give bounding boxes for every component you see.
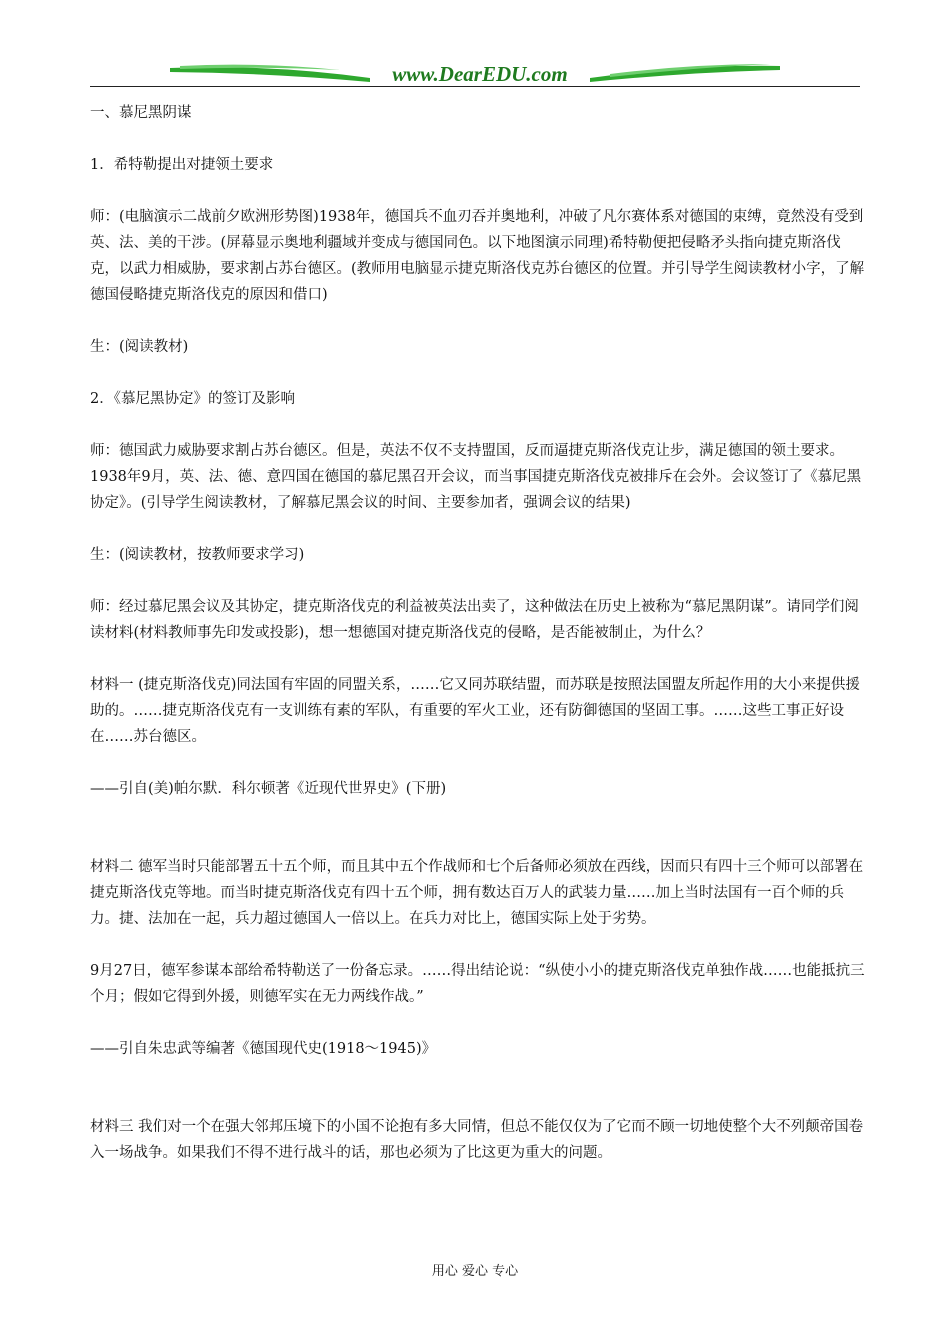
- green-swoosh-logo: [90, 56, 860, 90]
- section-heading: 一、慕尼黑阴谋: [90, 105, 192, 121]
- site-header-logo: [90, 56, 860, 90]
- paragraph-teacher-3: 师：经过慕尼黑会议及其协定，捷克斯洛伐克的利益被英法出卖了，这种做法在历史上被称为“慕尼黑阴谋”。请同学们阅读材料(材料教师事先印发或投影)，想一想德国对捷克斯洛伐克的侵略，是否能被制止，为什么？: [90, 599, 859, 641]
- page-footer: 用心 爱心 专心: [431, 1264, 519, 1279]
- material-two: 材料二 德军当时只能部署五十五个师，而且其中五个作战师和七个后备师必须放在西线，因而只有四十三个师可以部署在捷克斯洛伐克等地。而当时捷克斯洛伐克有四十五个师，拥有数达百万人的武装力量……加上当时法国有一百个师的兵力。捷、法加在一起，兵力超过德国人一倍以上。在兵力对比上，德国实际上处于劣势。: [90, 859, 864, 927]
- material-one: 材料一 (捷克斯洛伐克)同法国有牢固的同盟关系，……它又同苏联结盟，而苏联是按照法国盟友所起作用的大小来提供援助的。……捷克斯洛伐克有一支训练有素的军队，有重要的军火工业，还有防御德国的坚固工事。……这些工事正好设在……苏台德区。: [90, 677, 860, 745]
- paragraph-student-1: 生：(阅读教材): [90, 339, 189, 355]
- paragraph-teacher-1: 师：(电脑演示二战前夕欧洲形势图)1938年，德国兵不血刃吞并奥地利，冲破了凡尔赛体系对德国的束缚，竟然没有受到英、法、美的干涉。(屏幕显示奥地利疆域并变成与德国同色。以下地图演示同理)希特勒便把侵略矛头指向捷克斯洛伐克，以武力相威胁，要求割占苏台德区。(教师用电脑显示捷克斯洛伐克苏台德区的位置。并引导学生阅读教材小字，了解德国侵略捷克斯洛伐克的原因和借口): [90, 209, 865, 303]
- header-divider: [90, 86, 860, 87]
- source-citation-1: ——引自(美)帕尔默．科尔顿著《近现代世界史》(下册): [90, 781, 447, 797]
- subsection-heading-2: 2．《慕尼黑协定》的签订及影响: [90, 391, 295, 407]
- subsection-heading-1: 1．希特勒提出对捷领土要求: [90, 157, 274, 173]
- logo-text: www.DearEDU.com: [392, 62, 568, 86]
- paragraph-teacher-2: 师：德国武力威胁要求割占苏台德区。但是，英法不仅不支持盟国，反而逼捷克斯洛伐克让步，满足德国的领土要求。1938年9月，英、法、德、意四国在德国的慕尼黑召开会议，而当事国捷克斯洛伐克被排斥在会外。会议签订了《慕尼黑协定》。(引导学生阅读教材，了解慕尼黑会议的时间、主要参加者，强调会议的结果): [90, 443, 862, 511]
- source-citation-2: ——引自朱忠武等编著《德国现代史(1918～1945)》: [90, 1041, 437, 1057]
- paragraph-memo: 9月27日，德军参谋本部给希特勒送了一份备忘录。……得出结论说：“纵使小小的捷克斯洛伐克单独作战……也能抵抗三个月；假如它得到外援，则德军实在无力两线作战。”: [90, 963, 865, 1005]
- material-three: 材料三 我们对一个在强大邻邦压境下的小国不论抱有多大同情，但总不能仅仅为了它而不顾一切地使整个大不列颠帝国卷入一场战争。如果我们不得不进行战斗的话，那也必须为了比这更为重大的问题。: [90, 1119, 864, 1161]
- paragraph-student-2: 生：(阅读教材，按教师要求学习): [90, 547, 305, 563]
- document-body: [90, 100, 865, 1166]
